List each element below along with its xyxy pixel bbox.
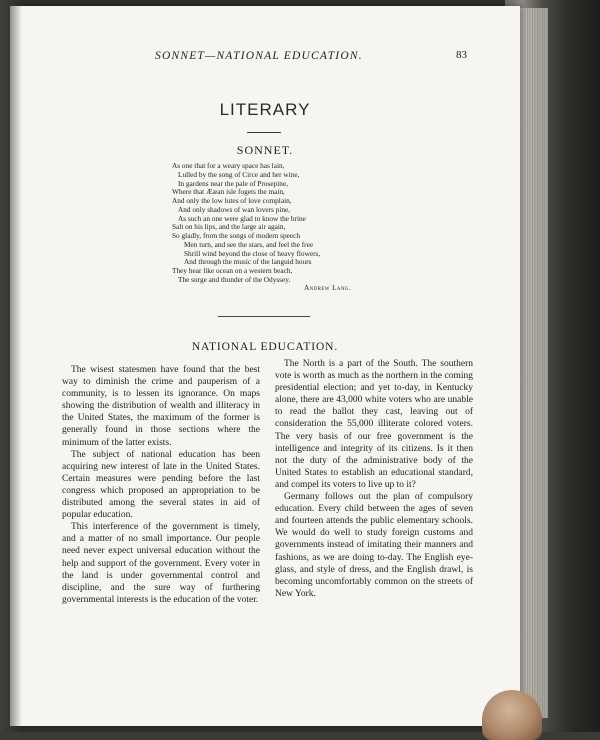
- article-column-left: [62, 364, 260, 606]
- article-paragraph: The wisest statesmen have found that the best way to diminish the crime and pauperism of a community, is to lessen its ignorance. On maps showing the distribution of wealth and illiteracy in the United States, the maximum of the former is generally found in those sections where the minimum of the latter exists.: [62, 365, 260, 448]
- article-paragraph: The subject of national education has been acquiring new interest of late in the United States. Certain measures were pending before the last congress which proposed an appropriation to be distributed among the several states in aid of popular education.: [62, 449, 260, 521]
- sonnet-poem: [172, 162, 372, 285]
- article-paragraph: Germany follows out the plan of compulsory education. Every child between the ages of seven and fourteen attends the public elementary schools. We would do well to study foreign customs and governments instead of imitating their manners and fashions, as we are doing to-day. The English eye-glass, and style of dress, and the English drawl, is becoming uncomfortably common on the streets of New York.: [275, 492, 473, 599]
- poem-line: So gladly, from the songs of modern speech: [172, 231, 301, 240]
- running-head: SONNET—NATIONAL EDUCATION.: [155, 50, 363, 62]
- poem-line: And only the low lutes of love complain,: [172, 196, 292, 205]
- poem-line: And only shadows of wan lovers pine,: [178, 204, 291, 214]
- poem-line: Where that Ææan isle fogets the main,: [172, 187, 285, 197]
- page-number: 83: [456, 49, 467, 61]
- article-column-right: [275, 358, 473, 600]
- article-paragraph: The North is a part of the South. The southern vote is worth as much as the northern in the coming presidential election; and yet to-day, in Kentucky alone, there are 43,000 white voters who are unable to read the ballot they cast, leaving out of consideration the 55,000 illiterate colored voters. The very basis of our free government is the intelligence and integrity of its citizens. Is it then not the duty of the administrative body of the United States to establish an educational standard, and compel its voters to live up to it?: [275, 359, 473, 490]
- book-page: [10, 6, 520, 726]
- poem-line: As one that for a weary space has lain,: [172, 161, 285, 170]
- poem-line: As such an one were glad to know the brine: [178, 213, 306, 223]
- poem-line: The surge and thunder of the Odyssey.: [178, 274, 291, 284]
- poem-line: They hear like ocean on a western beach,: [172, 266, 293, 275]
- section-title: LITERARY: [219, 100, 311, 119]
- section-divider-rule: [218, 316, 310, 317]
- divider-rule: [247, 132, 281, 133]
- poem-line: Lulled by the song of Circe and her wine,: [178, 169, 300, 179]
- article-paragraph: This interference of the government is timely, and a matter of no small importance. Our people need never expect universal education without the help and support of the government. Every voter in the land is under governmental control and discipline, and the sure way of furthering governmental interests is the education of the voter.: [62, 522, 260, 605]
- poem-line: In gardens near the pale of Prosepine,: [178, 178, 289, 188]
- poem-line: Men turn, and see the stars, and feel the free: [184, 239, 314, 249]
- article-title: NATIONAL EDUCATION.: [191, 341, 339, 353]
- poem-line: Salt on his lips, and the large air again,: [172, 222, 286, 232]
- poem-author: Andrew Lang.: [304, 284, 352, 292]
- poem-line: Shrill wind beyond the close of heavy flowers,: [184, 248, 321, 258]
- gutter-shadow: [0, 0, 22, 732]
- sonnet-title: SONNET.: [236, 143, 294, 157]
- poem-line: And through the music of the languid hours: [184, 257, 312, 267]
